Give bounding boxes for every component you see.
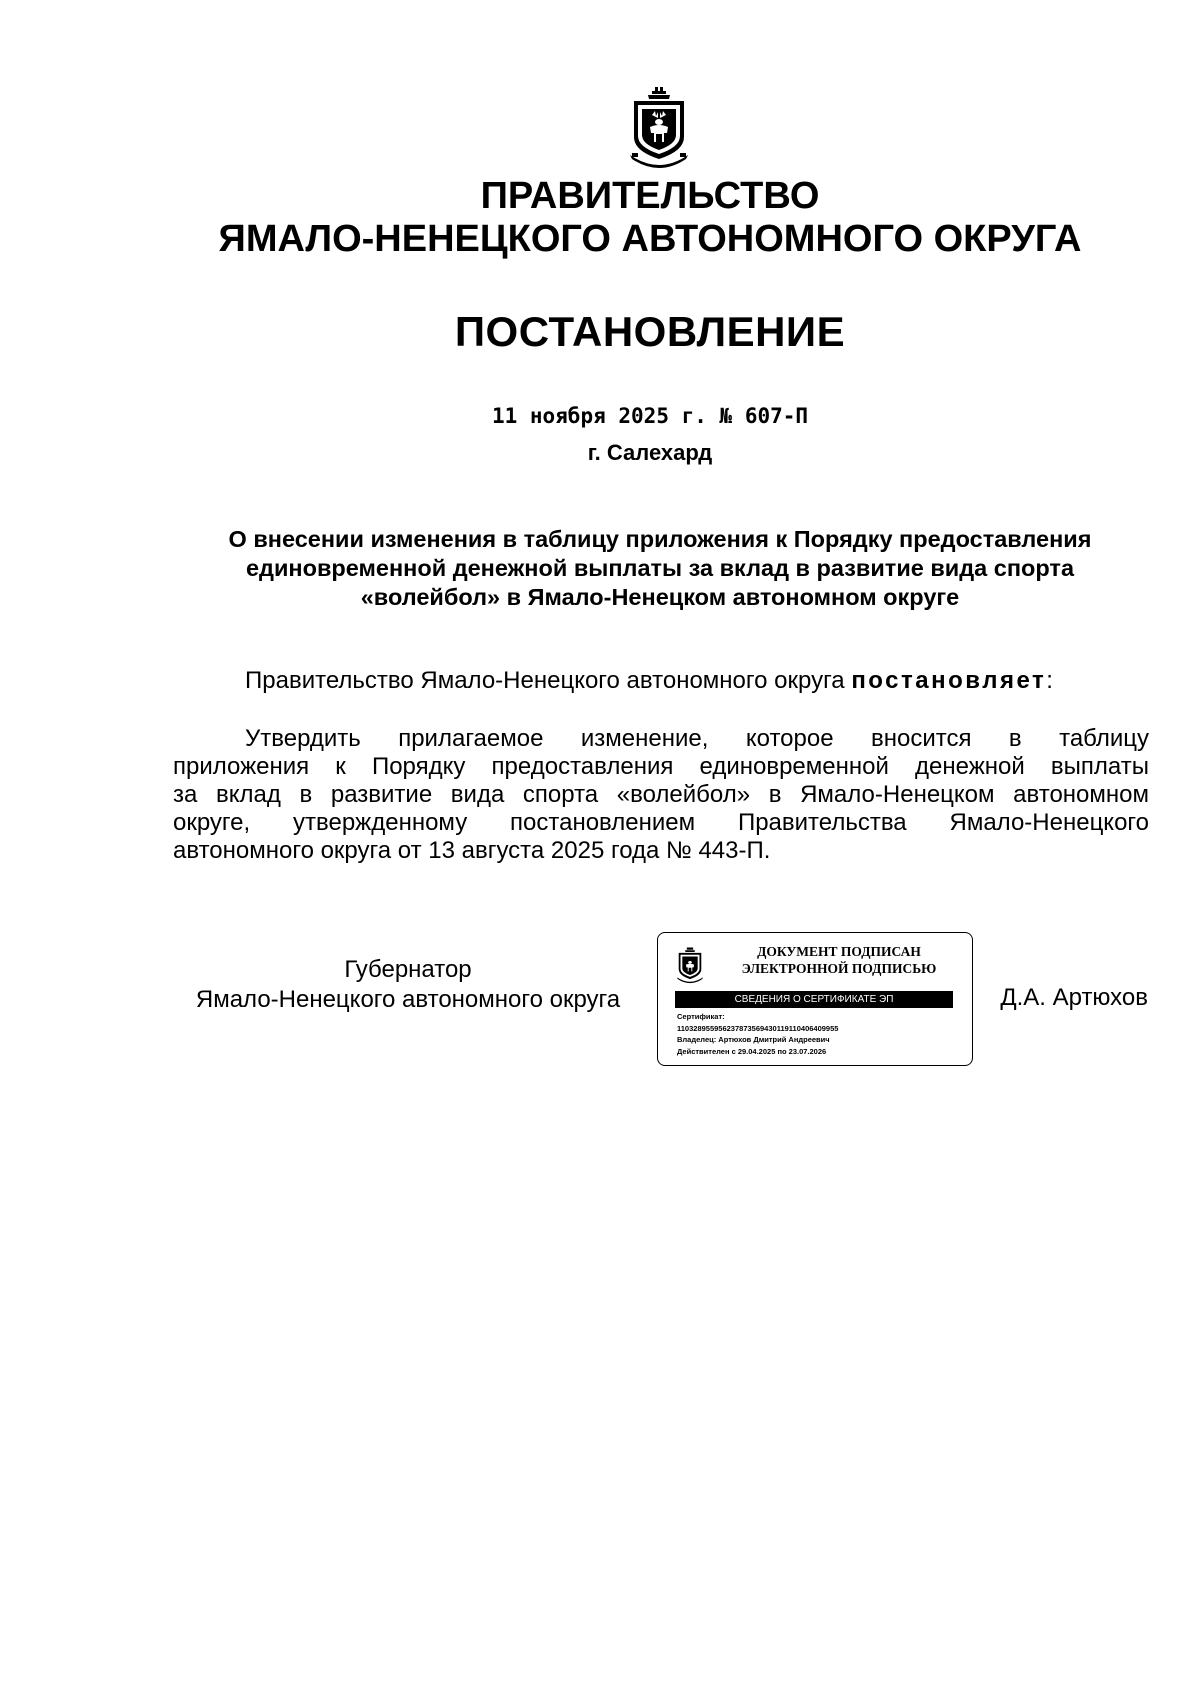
preamble-suffix: : [1046, 667, 1053, 694]
certificate-validity: Действителен с 29.04.2025 по 23.07.2026 [677, 1046, 827, 1056]
body-line: округе, утвержденному постановлением Правительства Ямало-Ненецкого [173, 809, 1149, 836]
resolution-body [173, 725, 1149, 865]
document-type-title: ПОСТАНОВЛЕНИЕ [454, 308, 846, 355]
government-name-line2: ЯМАЛО-НЕНЕЦКОГО АВТОНОМНОГО ОКРУГА [218, 218, 1082, 260]
body-line: автономного округа от 13 августа 2025 года № 443-П. [173, 837, 771, 864]
signatory-title [173, 955, 643, 1015]
subject-line: «волейбол» в Ямало-Ненецком автономном округе [360, 584, 960, 610]
document-date-number: 11 ноября 2025 г. № 607-П [491, 404, 809, 428]
certificate-label: Сертификат: [677, 1012, 725, 1021]
yamal-coat-of-arms-icon [628, 85, 690, 175]
preamble-emphasis: постановляет [851, 667, 1047, 694]
stamp-heading-line2: ЭЛЕКТРОННОЙ ПОДПИСЬЮ [741, 961, 937, 976]
stamp-heading [710, 943, 968, 977]
subject-line: единовременной денежной выплаты за вклад в развитие вида спорта [245, 555, 1075, 581]
body-line: за вклад в развитие вида спорта «волейбол» в Ямало-Ненецком автономном [173, 781, 1149, 808]
government-name-line1: ПРАВИТЕЛЬСТВО [480, 175, 820, 217]
stamp-heading-line1: ДОКУМЕНТ ПОДПИСАН [757, 944, 921, 959]
signatory-region: Ямало-Ненецкого автономного округа [195, 986, 621, 1013]
electronic-signature-stamp [657, 932, 973, 1066]
stamp-certificate-info [677, 1011, 838, 1057]
subject-line: О внесении изменения в таблицу приложения к Порядку предоставления [228, 526, 1092, 552]
document-subject [170, 525, 1150, 612]
signatory-position: Губернатор [344, 956, 472, 983]
resolution-preamble [173, 667, 1149, 695]
signatory-name: Д.А. Артюхов [1000, 984, 1148, 1011]
certificate-owner: Владелец: Артюхов Дмитрий Андреевич [677, 1035, 830, 1044]
stamp-certificate-bar: СВЕДЕНИЯ О СЕРТИФИКАТЕ ЭП [675, 991, 953, 1008]
certificate-number: 110328955956237873569430119110406409955 [677, 1023, 839, 1033]
body-line: Утвердить прилагаемое изменение, которое вносится в таблицу [245, 725, 1149, 752]
stamp-coat-of-arms-icon [676, 945, 704, 987]
body-line: приложения к Порядку предоставления единовременной денежной выплаты [173, 753, 1149, 780]
document-city: г. Салехард [587, 440, 713, 465]
preamble-text: Правительство Ямало-Ненецкого автономного округа [245, 667, 852, 694]
